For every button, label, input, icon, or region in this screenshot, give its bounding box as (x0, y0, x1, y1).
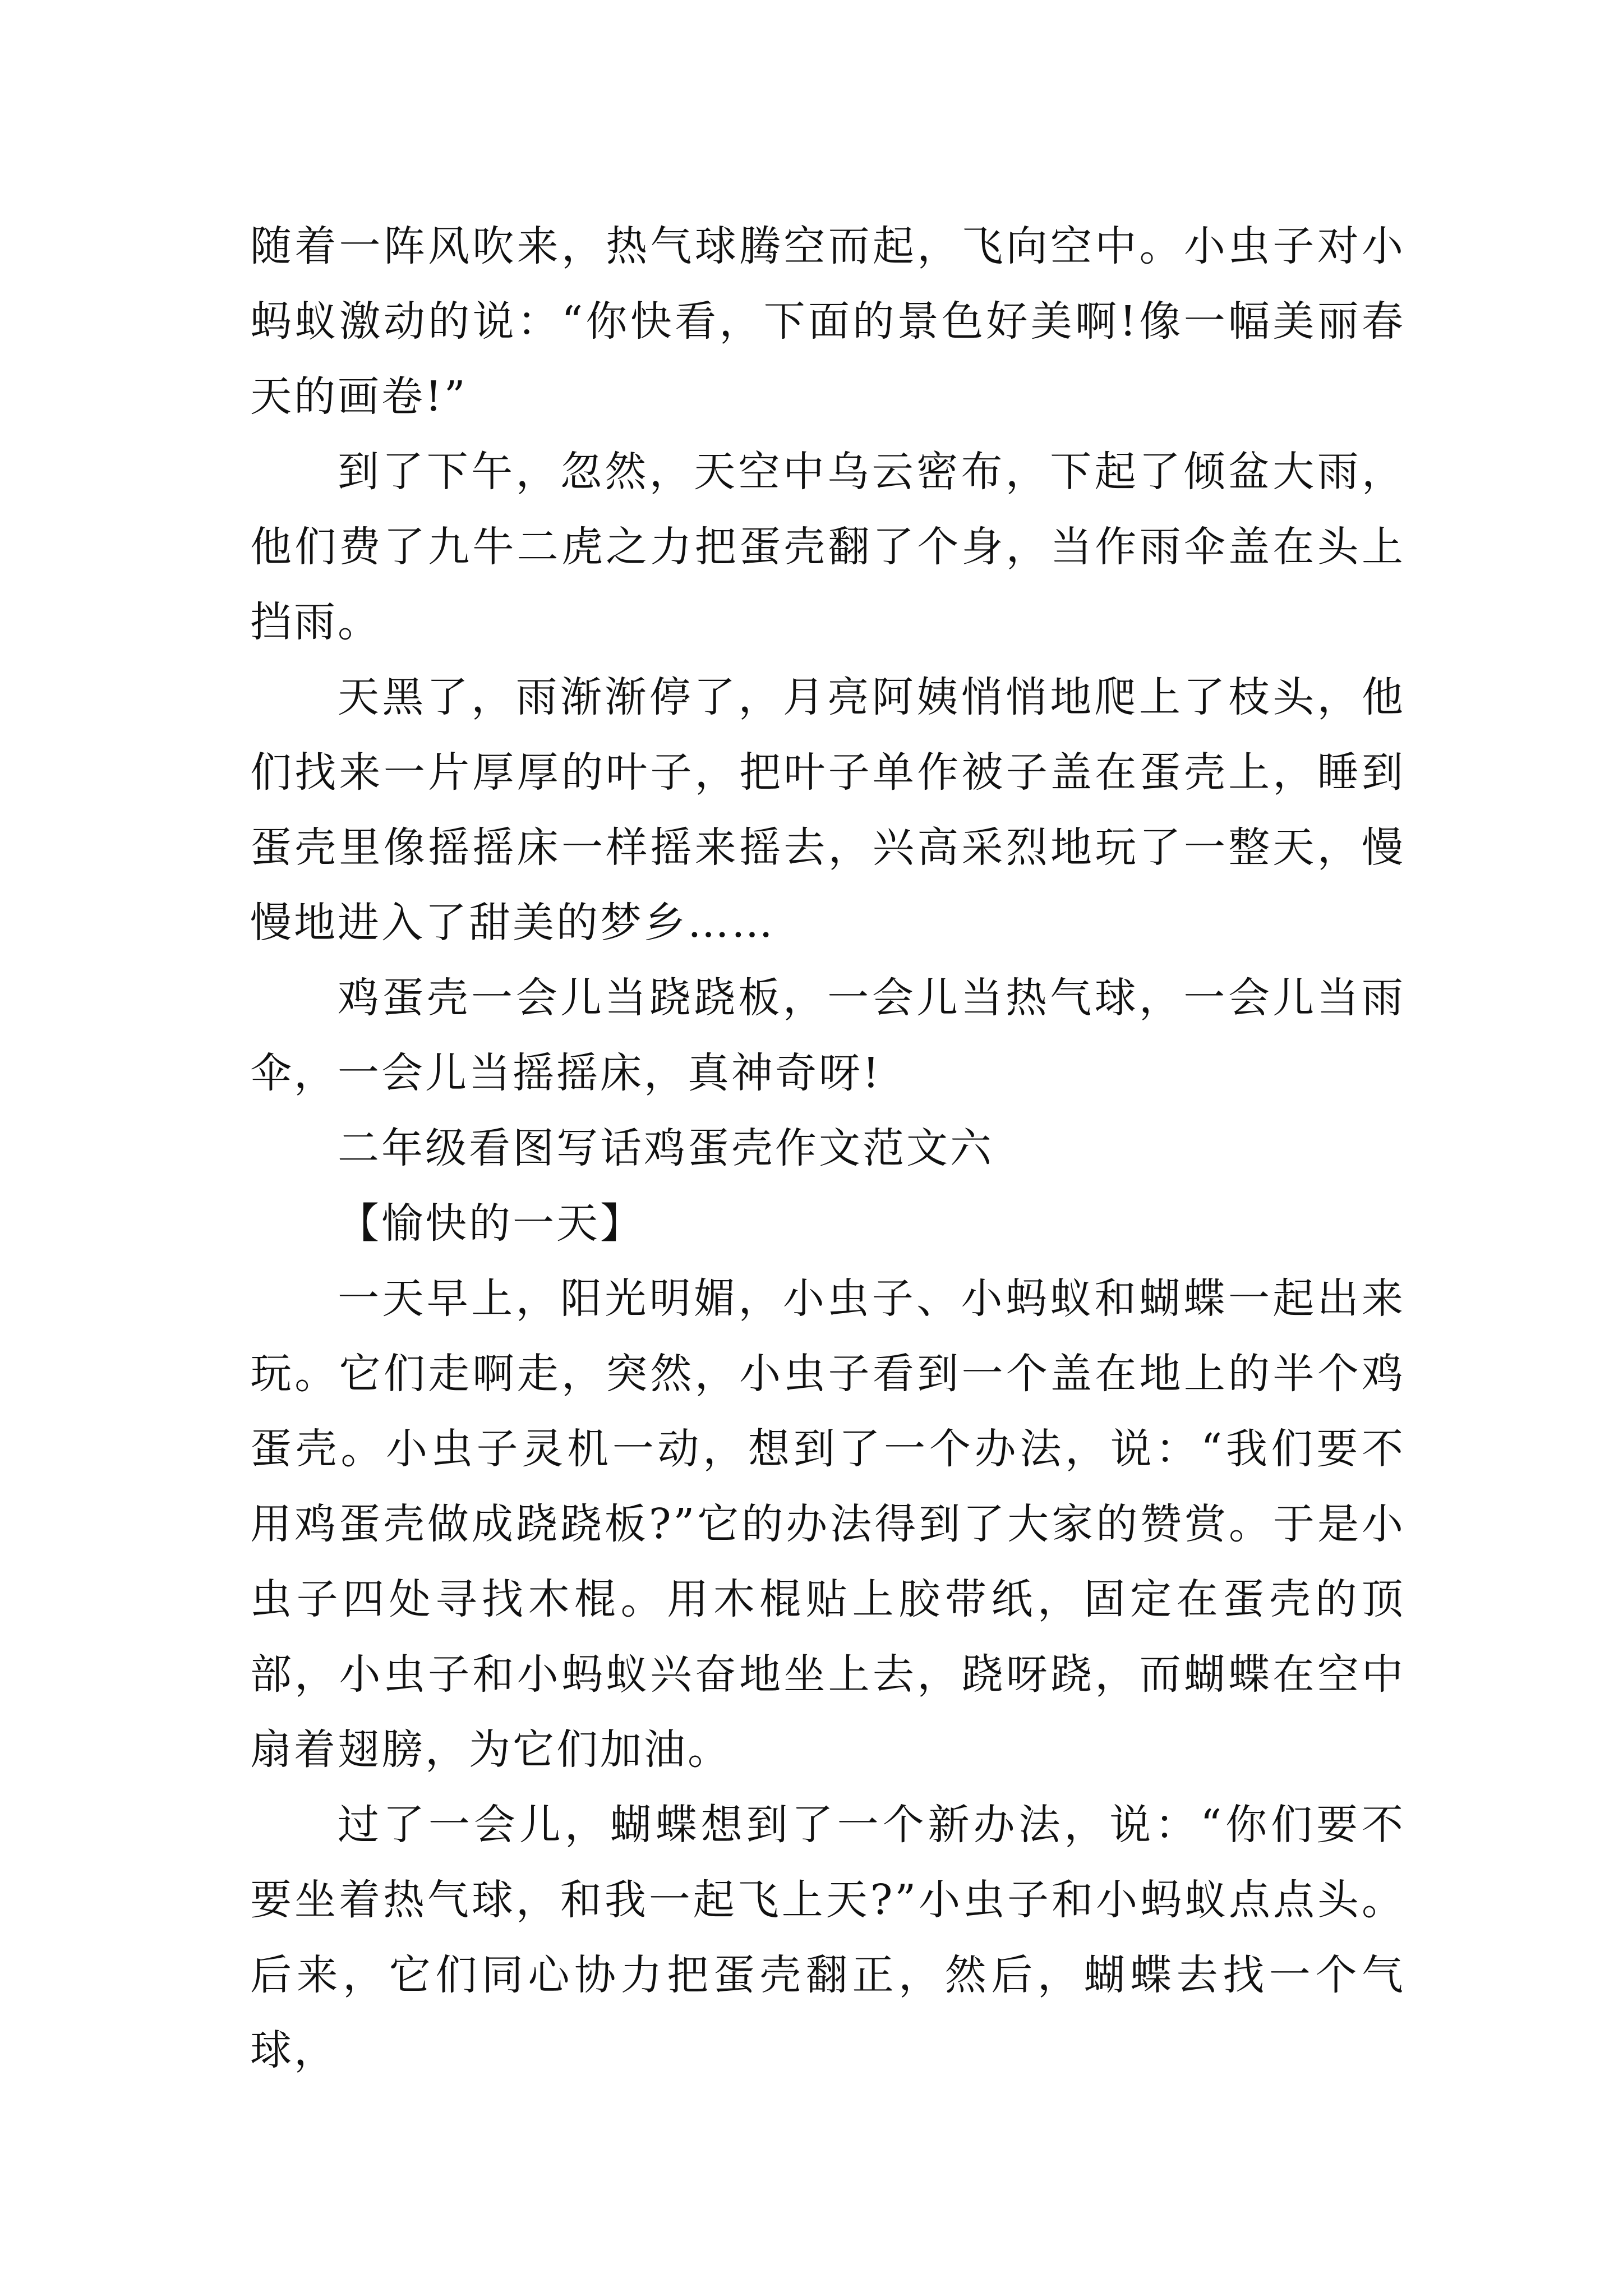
paragraph-4: 鸡蛋壳一会儿当跷跷板，一会儿当热气球，一会儿当雨伞，一会儿当摇摇床，真神奇呀! (250, 974, 1405, 1097)
paragraph-2: 到了下午，忽然，天空中乌云密布，下起了倾盆大雨，他们费了九牛二虎之力把蛋壳翻了个身，当作雨伞盖在头上挡雨。 (250, 448, 1405, 646)
essay-title: 【愉快的一天】 (338, 1199, 644, 1248)
paragraph-3: 天黑了，雨渐渐停了，月亮阿姨悄悄地爬上了枝头，他们找来一片厚厚的叶子，把叶子单作被子盖在蛋壳上，睡到蛋壳里像摇摇床一样摇来摇去，兴高采烈地玩了一整天，慢慢地进入了甜美的梦乡…… (250, 673, 1405, 947)
section-heading: 二年级看图写话鸡蛋壳作文范文六 (338, 1124, 994, 1172)
paragraph-1: 随着一阵风吹来，热气球腾空而起，飞向空中。小虫子对小蚂蚁激动的说：“你快看，下面的景色好美啊!像一幅美丽春天的画卷!” (250, 222, 1405, 421)
paragraph-5: 一天早上，阳光明媚，小虫子、小蚂蚁和蝴蝶一起出来玩。它们走啊走，突然，小虫子看到一个盖在地上的半个鸡蛋壳。小虫子灵机一动，想到了一个办法，说：“我们要不用鸡蛋壳做成跷跷板?”它的办法得到了大家的赞赏。于是小虫子四处寻找木棍。用木棍贴上胶带纸，固定在蛋壳的顶部，小虫子和小蚂蚁兴奋地坐上去，跷呀跷，而蝴蝶在空中扇着翅膀，为它们加油。 (250, 1274, 1405, 1774)
essay-body (250, 209, 1405, 2088)
paragraph-6: 过了一会儿，蝴蝶想到了一个新办法，说：“你们要不要坐着热气球，和我一起飞上天?”小虫子和小蚂蚁点点头。后来，它们同心协力把蛋壳翻正，然后，蝴蝶去找一个气球， (250, 1801, 1405, 2074)
